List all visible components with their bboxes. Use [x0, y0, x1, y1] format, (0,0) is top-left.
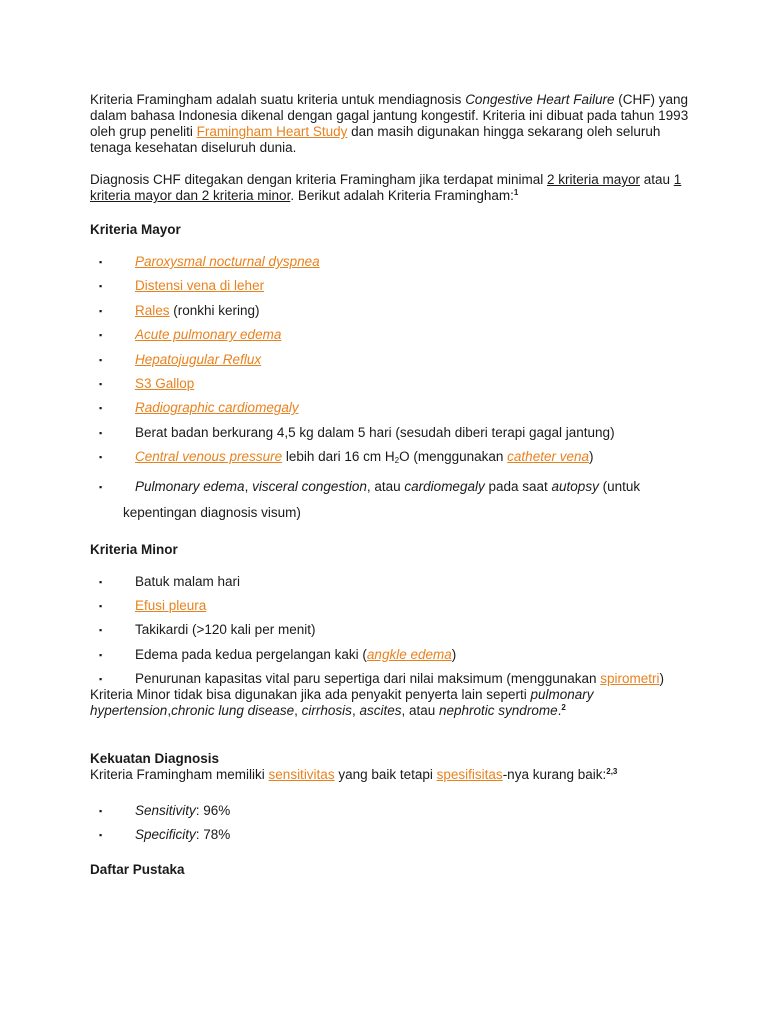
minor-note-paragraph: Kriteria Minor tidak bisa digunakan jika ada penyakit penyerta lain seperti pulmonary hypertension,chronic lung disease, cirrhosis, ascites, atau nephrotic syndrome.$^2$: [90, 687, 594, 719]
bullet-icon: ▪: [99, 427, 103, 438]
bullet-icon: ▪: [99, 674, 103, 685]
list-item: [90, 254, 690, 278]
catheter-vena-link[interactable]: catheter vena: [507, 449, 589, 465]
list-item: ▪ Berat badan berkurang 4,5 kg dalam 5 hari (sesudah diberi terapi gagal jantung): [99, 424, 615, 440]
sensitivitas-link[interactable]: sensitivitas: [268, 767, 335, 783]
kriteria-mayor-list: [90, 254, 690, 526]
list-item: [90, 352, 690, 376]
list-item: ▪ Central venous pressure lebih dari 16 cm $H_2O$ (menggunakan catheter vena): [99, 449, 594, 466]
kriteria-minor-heading: Kriteria Minor: [90, 541, 178, 557]
list-item: [90, 400, 690, 424]
s3-gallop-link[interactable]: S3 Gallop: [135, 375, 195, 391]
daftar-pustaka-heading: Daftar Pustaka: [90, 861, 185, 877]
acute-pulmonary-edema-link[interactable]: Acute pulmonary edema: [135, 327, 282, 343]
bullet-icon: ▪: [99, 576, 103, 587]
list-item: [90, 376, 690, 400]
central-venous-pressure-link[interactable]: Central venous pressure: [135, 449, 283, 465]
bullet-icon: ▪: [99, 625, 103, 636]
paroxysmal-link[interactable]: Paroxysmal nocturnal dyspnea: [135, 254, 320, 269]
framingham-heart-study-link[interactable]: Framingham Heart Study: [196, 124, 348, 139]
list-item: [90, 598, 690, 622]
diagnosis-paragraph: Diagnosis CHF ditegakan dengan kriteria Framingham jika terdapat minimal 2 kriteria mayor atau 1 kriteria mayor dan 2 kriteria minor. Berikut adalah Kriteria Framingham:$^1$: [90, 172, 682, 203]
bullet-icon: ▪: [99, 305, 103, 316]
kriteria-minor-list: [90, 574, 690, 688]
kekuatan-paragraph: Kriteria Framingham memiliki sensitivitas yang baik tetapi spesifisitas-nya kurang baik:$^{2,3}$: [90, 767, 618, 783]
rales-link[interactable]: Rales: [135, 302, 170, 318]
intro-paragraph: Kriteria Framingham adalah suatu kriteria untuk mendiagnosis Congestive Heart Failure (CHF) yang dalam bahasa Indonesia dikenal dengan gagal jantung kongestif. Kriteria ini dibuat pada tahun 1993 oleh grup peneliti Framingham Heart Study dan masih digunakan hingga sekarang oleh seluruh tenaga kesehatan diseluruh dunia.: [90, 92, 689, 155]
hepatojugular-reflux-link[interactable]: Hepatojugular Reflux: [135, 351, 262, 367]
radiographic-cardiomegaly-link[interactable]: Radiographic cardiomegaly: [135, 400, 299, 416]
kekuatan-list: [90, 803, 690, 852]
bullet-icon: ▪: [99, 830, 103, 841]
list-item: ▪ Specificity: 78%: [99, 827, 231, 843]
bullet-icon: ▪: [99, 452, 103, 463]
bullet-icon: ▪: [99, 378, 103, 389]
spirometri-link[interactable]: spirometri: [600, 671, 660, 687]
angkle-edema-link[interactable]: angkle edema: [366, 646, 452, 662]
bullet-icon: ▪: [99, 281, 103, 292]
efusi-pleura-link[interactable]: Efusi pleura: [135, 597, 207, 613]
bullet-icon: ▪: [99, 806, 103, 817]
kekuatan-diagnosis-heading: Kekuatan Diagnosis: [90, 751, 220, 767]
list-item: ▪ Takikardi (>120 kali per menit): [99, 622, 316, 638]
list-item: [90, 327, 690, 351]
bullet-icon: ▪: [99, 649, 103, 660]
bullet-icon: ▪: [99, 354, 103, 365]
kriteria-mayor-heading: Kriteria Mayor: [90, 222, 181, 237]
bullet-icon: ▪: [99, 257, 103, 267]
list-item: ▪ Rales (ronkhi kering): [99, 302, 260, 318]
list-item: ▪ Pulmonary edema, visceral congestion, atau cardiomegaly pada saat autopsy (untuk kepentingan diagnosis visum): [90, 474, 690, 526]
document-page: [90, 92, 690, 878]
list-item: [90, 278, 690, 302]
spesifisitas-link[interactable]: spesifisitas: [436, 767, 503, 783]
list-item: ▪ Batuk malam hari: [99, 573, 241, 589]
bullet-icon: ▪: [99, 481, 103, 492]
bullet-icon: ▪: [99, 600, 103, 611]
bullet-icon: ▪: [99, 403, 103, 414]
list-item: ▪ Penurunan kapasitas vital paru sepertiga dari nilai maksimum (menggunakan spirometri): [99, 671, 665, 687]
list-item: ▪ Edema pada kedua pergelangan kaki (angkle edema): [99, 646, 457, 662]
list-item: ▪ Sensitivity: 96%: [99, 803, 231, 819]
distensi-vena-link[interactable]: Distensi vena di leher: [135, 278, 265, 294]
bullet-icon: ▪: [99, 330, 103, 341]
